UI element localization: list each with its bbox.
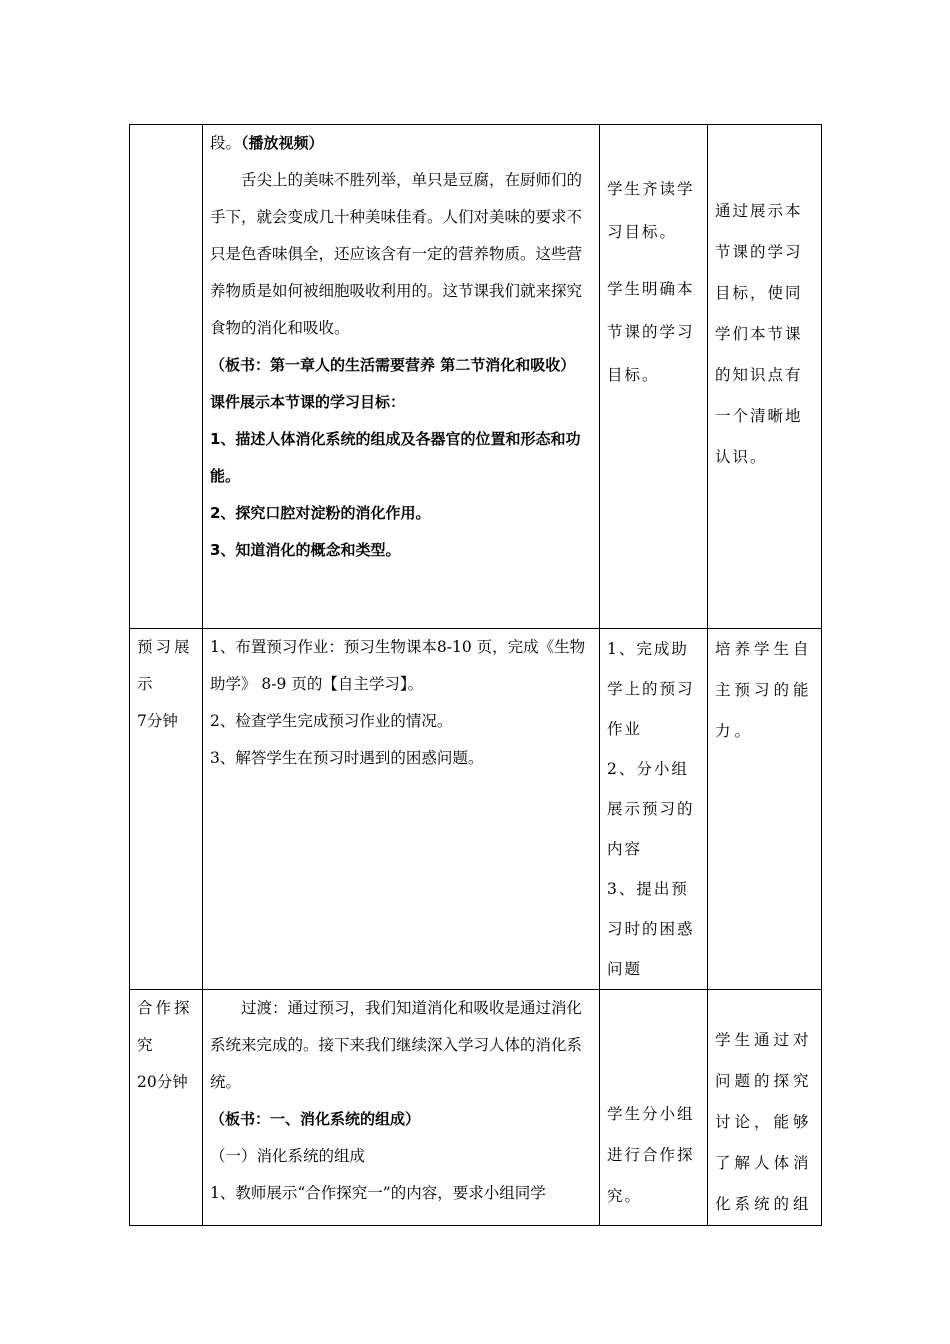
text-line: 1、布置预习作业：预习生物课本8-10 页，完成《生物助学》 8-9 页的【自主学习】。 <box>210 638 586 693</box>
stage-cell <box>130 125 203 629</box>
stage-label: 合作探究 <box>137 999 193 1054</box>
lesson-plan-table <box>129 124 822 1226</box>
text-line: 段。 <box>210 134 242 152</box>
design-intent-cell <box>708 990 822 1226</box>
text-line: 2、检查学生完成预习作业的情况。 <box>210 712 453 730</box>
text-line: 1、完成助学上的预习作业 <box>607 640 695 738</box>
text-line: 2、分小组展示预习的内容 <box>607 760 695 858</box>
text-line: 培养学生自主预习的能力。 <box>715 640 813 740</box>
text-line: 1、教师展示“合作探究一”的内容，要求小组同学 <box>210 1184 546 1202</box>
text-line: 学生齐读学习目标。 <box>607 180 695 241</box>
text-line: 3、解答学生在预习时遇到的困惑问题。 <box>210 749 484 767</box>
paragraph: 舌尖上的美味不胜列举，单只是豆腐，在厨师们的手下，就会变成几十种美味佳肴。人们对美味的要求不只是色香味俱全，还应该含有一定的营养物质。这些营养物质是如何被细胞吸收利用的。这节课我们就来探究食物的消化和吸收。 <box>210 171 583 337</box>
stage-cell <box>130 990 203 1226</box>
board-note: （板书：一、消化系统的组成） <box>210 1110 421 1128</box>
objective-item: 3、知道消化的概念和类型。 <box>210 541 401 559</box>
text-line: 通过展示本节课的学习目标，使同学们本节课的知识点有一个清晰地认识。 <box>715 202 803 466</box>
student-activity-cell <box>600 125 708 629</box>
student-activity-cell <box>600 990 708 1226</box>
stage-label: 预习展示 <box>137 638 193 693</box>
objective-item: 2、探究口腔对淀粉的消化作用。 <box>210 504 431 522</box>
bold-note: （播放视频） <box>241 134 324 152</box>
design-intent-cell <box>708 629 822 990</box>
table-row <box>130 990 822 1226</box>
text-line: 学生分小组进行合作探究。 <box>607 1105 695 1205</box>
board-note: （板书：第一章人的生活需要营养 第二节消化和吸收） <box>210 356 576 374</box>
table-row <box>130 125 822 629</box>
objective-item: 1、描述人体消化系统的组成及各器官的位置和形态和功能。 <box>210 430 581 485</box>
stage-time: 7分钟 <box>137 712 178 730</box>
teacher-activity-cell <box>203 990 600 1226</box>
stage-cell <box>130 629 203 990</box>
teacher-activity-cell <box>203 125 600 629</box>
student-activity-cell <box>600 629 708 990</box>
design-intent-cell <box>708 125 822 629</box>
text-line: 3、提出预习时的困惑问题 <box>607 880 695 978</box>
table-row <box>130 629 822 990</box>
objectives-heading: 课件展示本节课的学习目标： <box>210 393 406 411</box>
text-line: 学生通过对问题的探究讨论，能够了解人体消化系统的组 <box>715 1031 813 1213</box>
paragraph: 过渡：通过预习，我们知道消化和吸收是通过消化系统来完成的。接下来我们继续深入学习人体的消化系统。 <box>210 999 583 1091</box>
text-line: 学生明确本节课的学习目标。 <box>607 280 695 384</box>
stage-time: 20分钟 <box>137 1073 188 1091</box>
teacher-activity-cell <box>203 629 600 990</box>
text-line: （一）消化系统的组成 <box>210 1147 366 1165</box>
